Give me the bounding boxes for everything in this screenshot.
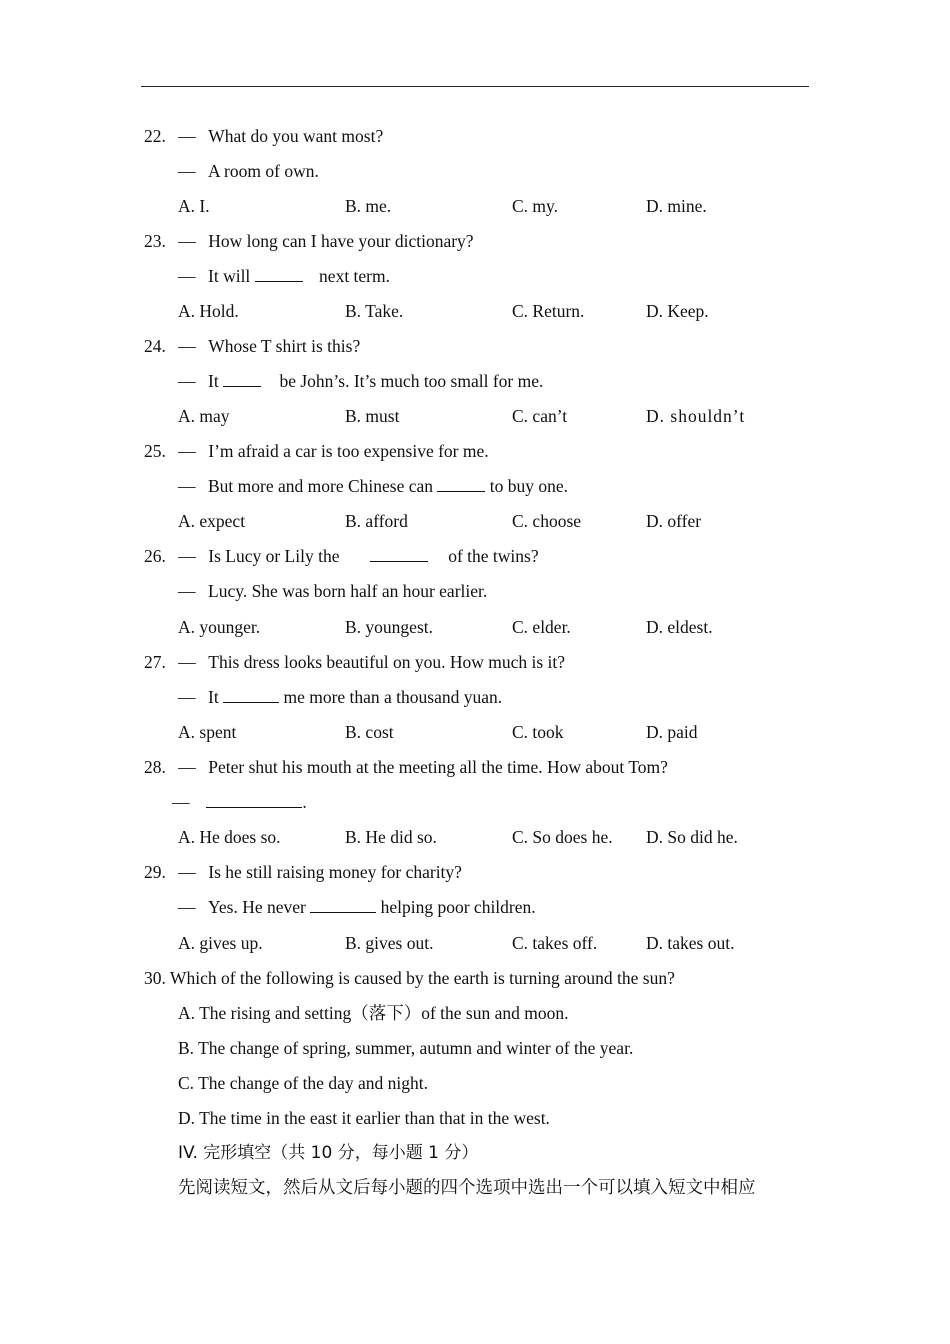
dash-icon: — — [178, 652, 196, 672]
option-27-b: B. cost — [345, 722, 394, 742]
answer-blank — [310, 897, 376, 913]
question-30: 30. Which of the following is caused by the earth is turning around the sun? — [144, 968, 675, 988]
dash-icon: — — [178, 371, 196, 391]
option-25-c: C. choose — [512, 511, 582, 531]
dash-icon: — — [178, 757, 196, 777]
dash-icon: — — [178, 266, 196, 286]
option-24-a: A. may — [178, 406, 230, 426]
option-29-d: D. takes out. — [646, 933, 735, 953]
dash-icon: — — [178, 231, 196, 251]
question-26: 26. — Is Lucy or Lily the of the twins? — [144, 546, 539, 566]
dash-icon: — — [178, 546, 196, 566]
dash-icon: — — [178, 862, 196, 882]
question-24: 24. — Whose T shirt is this? — [144, 336, 361, 356]
dash-icon: — — [178, 581, 196, 601]
option-29-a: A. gives up. — [178, 933, 263, 953]
option-24-c: C. can’t — [512, 406, 568, 426]
option-28-d: D. So did he. — [646, 827, 738, 847]
section-title: IV. 完形填空（共 10 分，每小题 1 分） — [178, 1143, 479, 1163]
option-28-a: A. He does so. — [178, 827, 281, 847]
option-30-c: C. The change of the day and night. — [178, 1073, 428, 1093]
option-30-d: D. The time in the east it earlier than that in the west. — [178, 1108, 550, 1128]
option-30-a: A. The rising and setting（落下）of the sun and moon. — [178, 1003, 569, 1023]
option-23-a: A. Hold. — [178, 301, 239, 321]
dash-icon: — — [172, 792, 190, 812]
answer-blank — [437, 476, 485, 492]
answer-blank — [255, 266, 303, 282]
dash-icon: — — [178, 441, 196, 461]
option-22-a: A. I. — [178, 196, 210, 216]
option-25-a: A. expect — [178, 511, 246, 531]
option-22-c: C. my. — [512, 196, 559, 216]
answer-line-25: — But more and more Chinese can to buy one. — [178, 476, 569, 496]
answer-line-24: — It be John’s. It’s much too small for me. — [178, 371, 544, 391]
dash-icon: — — [178, 336, 196, 356]
option-22-d: D. mine. — [646, 196, 707, 216]
answer-line-23: — It will next term. — [178, 266, 390, 286]
answer-blank — [206, 792, 302, 808]
answer-line-26: — Lucy. She was born half an hour earlier. — [178, 581, 488, 601]
question-25: 25. — I’m afraid a car is too expensive for me. — [144, 441, 489, 461]
option-28-c: C. So does he. — [512, 827, 613, 847]
header-rule — [141, 86, 809, 87]
question-22: 22. — What do you want most? — [144, 126, 384, 146]
option-26-c: C. elder. — [512, 617, 571, 637]
dash-icon: — — [178, 126, 196, 146]
answer-blank — [223, 371, 261, 387]
dash-icon: — — [178, 897, 196, 917]
option-22-b: B. me. — [345, 196, 392, 216]
dash-icon: — — [178, 687, 196, 707]
question-23: 23. — How long can I have your dictionary? — [144, 231, 474, 251]
dash-icon: — — [178, 161, 196, 181]
option-23-c: C. Return. — [512, 301, 585, 321]
option-24-b: B. must — [345, 406, 400, 426]
option-23-b: B. Take. — [345, 301, 404, 321]
section-instruction: 先阅读短文，然后从文后每小题的四个选项中选出一个可以填入短文中相应 — [178, 1178, 756, 1198]
answer-line-27: — It me more than a thousand yuan. — [178, 687, 503, 707]
option-29-c: C. takes off. — [512, 933, 598, 953]
answer-line-22: — A room of own. — [178, 161, 319, 181]
option-25-b: B. afford — [345, 511, 408, 531]
option-29-b: B. gives out. — [345, 933, 434, 953]
option-27-c: C. took — [512, 722, 564, 742]
question-29: 29. — Is he still raising money for charity? — [144, 862, 462, 882]
question-27: 27. — This dress looks beautiful on you. How much is it? — [144, 652, 566, 672]
question-28: 28. — Peter shut his mouth at the meeting all the time. How about Tom? — [144, 757, 668, 777]
option-25-d: D. offer — [646, 511, 702, 531]
answer-blank — [370, 546, 428, 562]
option-27-d: D. paid — [646, 722, 698, 742]
option-27-a: A. spent — [178, 722, 237, 742]
answer-line-29: — Yes. He never helping poor children. — [178, 897, 536, 917]
option-23-d: D. Keep. — [646, 301, 709, 321]
option-28-b: B. He did so. — [345, 827, 437, 847]
option-26-a: A. younger. — [178, 617, 261, 637]
answer-line-28: — . — [172, 792, 307, 812]
option-26-b: B. youngest. — [345, 617, 433, 637]
option-26-d: D. eldest. — [646, 617, 713, 637]
answer-blank — [223, 687, 279, 703]
option-24-d: D. shouldn’t — [646, 406, 746, 426]
dash-icon: — — [178, 476, 196, 496]
option-30-b: B. The change of spring, summer, autumn and winter of the year. — [178, 1038, 634, 1058]
